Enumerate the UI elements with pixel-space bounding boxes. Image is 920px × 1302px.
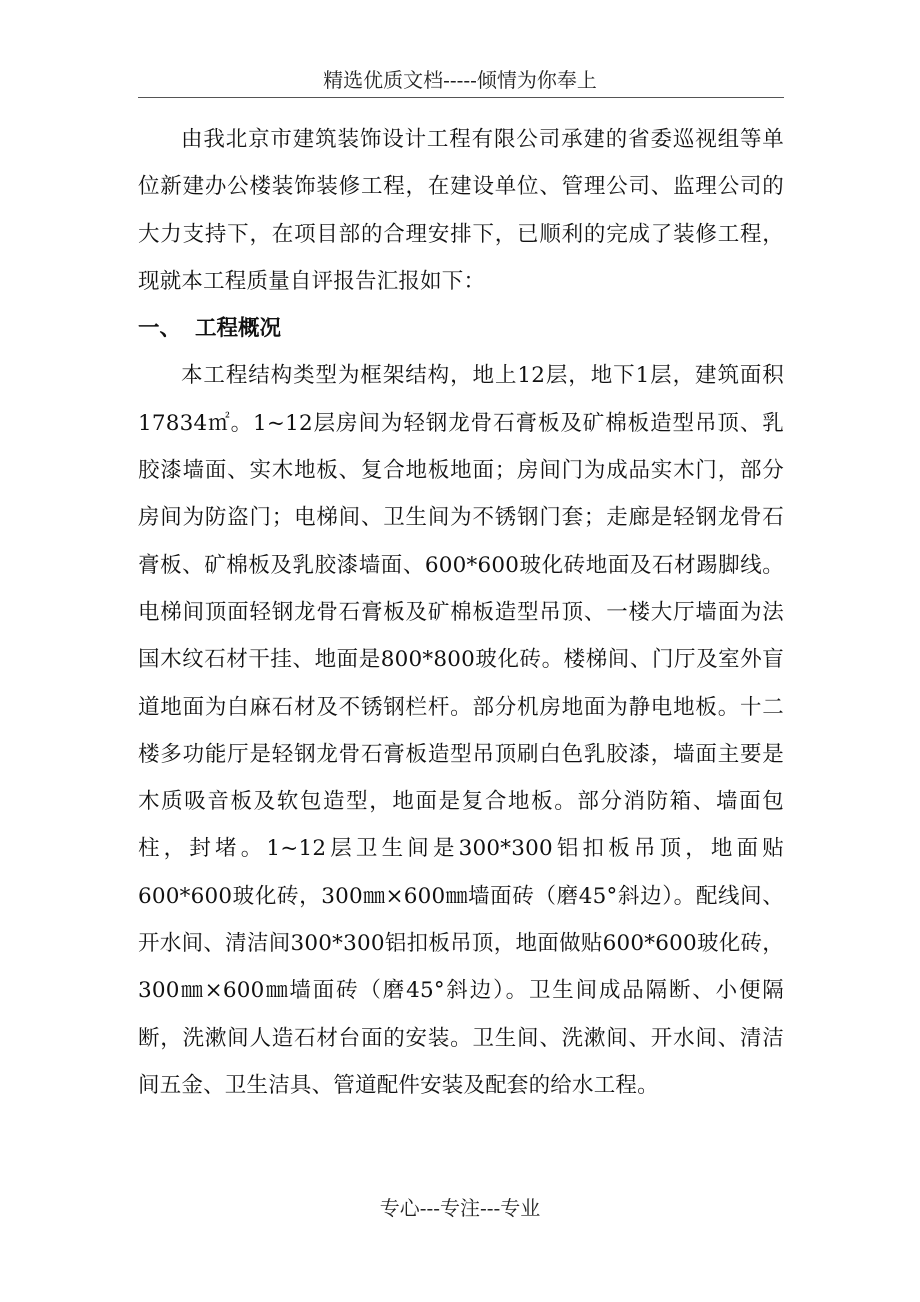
document-body — [138, 116, 784, 1109]
header-divider — [138, 97, 784, 98]
page-header: 精选优质文档-----倾情为你奉上 — [323, 68, 597, 92]
project-overview-paragraph: 本工程结构类型为框架结构，地上12层，地下1层，建筑面积17834㎡。1~12层房间为轻钢龙骨石膏板及矿棉板造型吊顶、乳胶漆墙面、实木地板、复合地板地面；房间门为成品实木门，部分房间为防盗门；电梯间、卫生间为不锈钢门套；走廊是轻钢龙骨石膏板、矿棉板及乳胶漆墙面、600*600玻化砖地面及石材踢脚线。电梯间顶面轻钢龙骨石膏板及矿棉板造型吊顶、一楼大厅墙面为法国木纹石材干挂、地面是800*800玻化砖。楼梯间、门厅及室外盲道地面为白麻石材及不锈钢栏杆。部分机房地面为静电地板。十二楼多功能厅是轻钢龙骨石膏板造型吊顶刷白色乳胶漆，墙面主要是木质吸音板及软包造型，地面是复合地板。部分消防箱、墙面包柱，封堵。1~12层卫生间是300*300铝扣板吊顶，地面贴600*600玻化砖，300㎜×600㎜墙面砖（磨45°斜边）。配线间、开水间、清洁间300*300铝扣板吊顶，地面做贴600*600玻化砖，300㎜×600㎜墙面砖（磨45°斜边）。卫生间成品隔断、小便隔断，洗漱间人造石材台面的安装。卫生间、洗漱间、开水间、清洁间五金、卫生洁具、管道配件安装及配套的给水工程。 — [138, 363, 784, 1098]
section-number: 一、 — [138, 316, 182, 342]
section-heading — [138, 305, 784, 352]
page-footer: 专心---专注---专业 — [379, 1196, 541, 1220]
intro-paragraph: 由我北京市建筑装饰设计工程有限公司承建的省委巡视组等单位新建办公楼装饰装修工程，在建设单位、管理公司、监理公司的大力支持下，在项目部的合理安排下，已顺利的完成了装修工程，现就本工程质量自评报告汇报如下： — [138, 127, 784, 294]
section-title: 工程概况 — [195, 316, 282, 342]
